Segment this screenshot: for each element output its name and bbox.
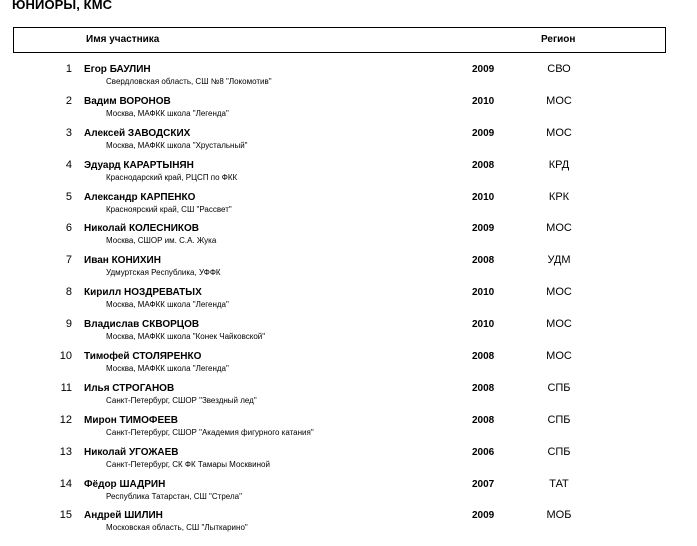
participant-region: СПБ [547,413,571,426]
participant-region: ТАТ [549,477,569,490]
participant-club: Республика Татарстан, СШ "Стрела" [106,491,242,501]
participant-club: Москва, МАФКК школа "Легенда" [106,108,229,118]
participant-row [0,158,697,190]
participant-name: Фёдор ШАДРИН [84,478,166,490]
participant-birth-year: 2010 [472,95,495,107]
participant-rank: 4 [65,158,72,171]
participant-row [0,445,697,477]
participant-region: МОС [546,222,572,235]
participant-name: Кирилл НОЗДРЕВАТЫХ [84,287,202,299]
participant-birth-year: 2009 [472,510,495,522]
participant-birth-year: 2008 [472,255,495,267]
participant-club: Свердловская область, СШ №8 "Локомотив" [106,77,272,86]
participant-rank: 12 [59,413,72,426]
participant-club: Московская область, СШ "Лыткарино" [106,523,248,533]
participant-region: МОС [546,286,572,299]
participant-birth-year: 2008 [472,351,495,363]
participant-row [0,317,697,349]
participant-name: Эдуард КАРАРТЫНЯН [84,159,194,171]
participant-birth-year: 2008 [472,159,495,171]
participant-club: Удмуртская Республика, УФФК [106,268,221,278]
participant-row [0,508,697,540]
participant-birth-year: 2010 [472,319,495,331]
participant-row [0,285,697,317]
participant-rank: 7 [65,254,72,267]
participant-region: МОС [546,318,572,331]
participant-rank: 13 [59,445,72,458]
participant-club: Краснодарский край, РЦСП по ФКК [106,172,238,182]
participant-rank: 15 [59,509,72,522]
participant-name: Николай УГОЖАЕВ [84,446,179,458]
participant-name: Алексей ЗАВОДСКИХ [84,127,191,139]
participant-name: Владислав СКВОРЦОВ [84,319,200,331]
participant-club: Санкт-Петербург, СШОР "Академия фигурного катания" [106,427,314,437]
participant-club: Москва, МАФКК школа "Легенда" [106,364,229,374]
participant-row [0,349,697,381]
participant-list [0,62,697,540]
participant-name: Тимофей СТОЛЯРЕНКО [84,351,202,363]
participant-rank: 3 [65,126,72,139]
participant-name: Мирон ТИМОФЕЕВ [84,414,179,426]
participant-rank: 11 [60,381,72,394]
participant-row [0,94,697,126]
participant-club: Красноярский край, СШ "Рассвет" [106,204,232,214]
participant-name: Егор БАУЛИН [84,64,151,75]
participant-row [0,413,697,445]
participant-rank: 1 [65,63,72,75]
participant-region: КРД [548,158,570,171]
participant-region: МОС [546,94,572,107]
participant-region: СПБ [547,445,571,458]
participant-birth-year: 2008 [472,414,495,426]
participant-rank: 2 [65,94,72,107]
participant-row [0,253,697,285]
participant-club: Москва, МАФКК школа "Хрустальный" [106,140,248,150]
participant-birth-year: 2009 [472,127,495,139]
participant-name: Николай КОЛЕСНИКОВ [84,223,199,235]
participant-birth-year: 2007 [472,478,495,490]
participant-birth-year: 2009 [472,64,495,75]
participant-club: Санкт-Петербург, СШОР "Звездный лед" [106,395,257,405]
participant-rank: 6 [65,222,72,235]
participant-rank: 9 [65,318,72,331]
page-title: ЮНИОРЫ, КМС [12,0,113,12]
column-header-region: Регион [541,34,576,45]
participant-row [0,126,697,158]
participant-row [0,190,697,222]
participant-region: МОС [546,350,572,363]
participant-birth-year: 2010 [472,191,495,203]
participant-rank: 10 [59,350,72,363]
participant-birth-year: 2010 [472,287,495,299]
participant-region: МОБ [546,509,572,522]
participant-region: КРК [548,190,570,203]
participant-rank: 5 [65,190,72,203]
participant-row [0,221,697,253]
participant-name: Вадим ВОРОНОВ [84,95,171,107]
participant-club: Москва, МАФКК школа "Легенда" [106,300,229,310]
participant-region: СПБ [547,381,571,394]
participant-club: Москва, МАФКК школа "Конек Чайковской" [106,332,266,342]
participant-club: Москва, СШОР им. С.А. Жука [106,236,217,246]
participant-rank: 14 [59,477,72,490]
participant-region: МОС [546,126,572,139]
participant-row [0,62,697,94]
participant-name: Иван КОНИХИН [84,255,161,267]
table-header [13,27,666,53]
participant-birth-year: 2009 [472,223,495,235]
participant-name: Андрей ШИЛИН [84,510,163,522]
participant-region: УДМ [547,254,571,267]
column-header-name: Имя участника [86,34,160,45]
participant-club: Санкт-Петербург, СК ФК Тамары Москвиной [106,459,270,469]
participant-region: СВО [547,63,571,75]
participant-row [0,381,697,413]
participant-name: Илья СТРОГАНОВ [84,382,175,394]
participant-birth-year: 2006 [472,446,495,458]
participant-name: Александр КАРПЕНКО [84,191,196,203]
participant-rank: 8 [65,286,72,299]
participant-birth-year: 2008 [472,382,495,394]
participant-row [0,477,697,509]
